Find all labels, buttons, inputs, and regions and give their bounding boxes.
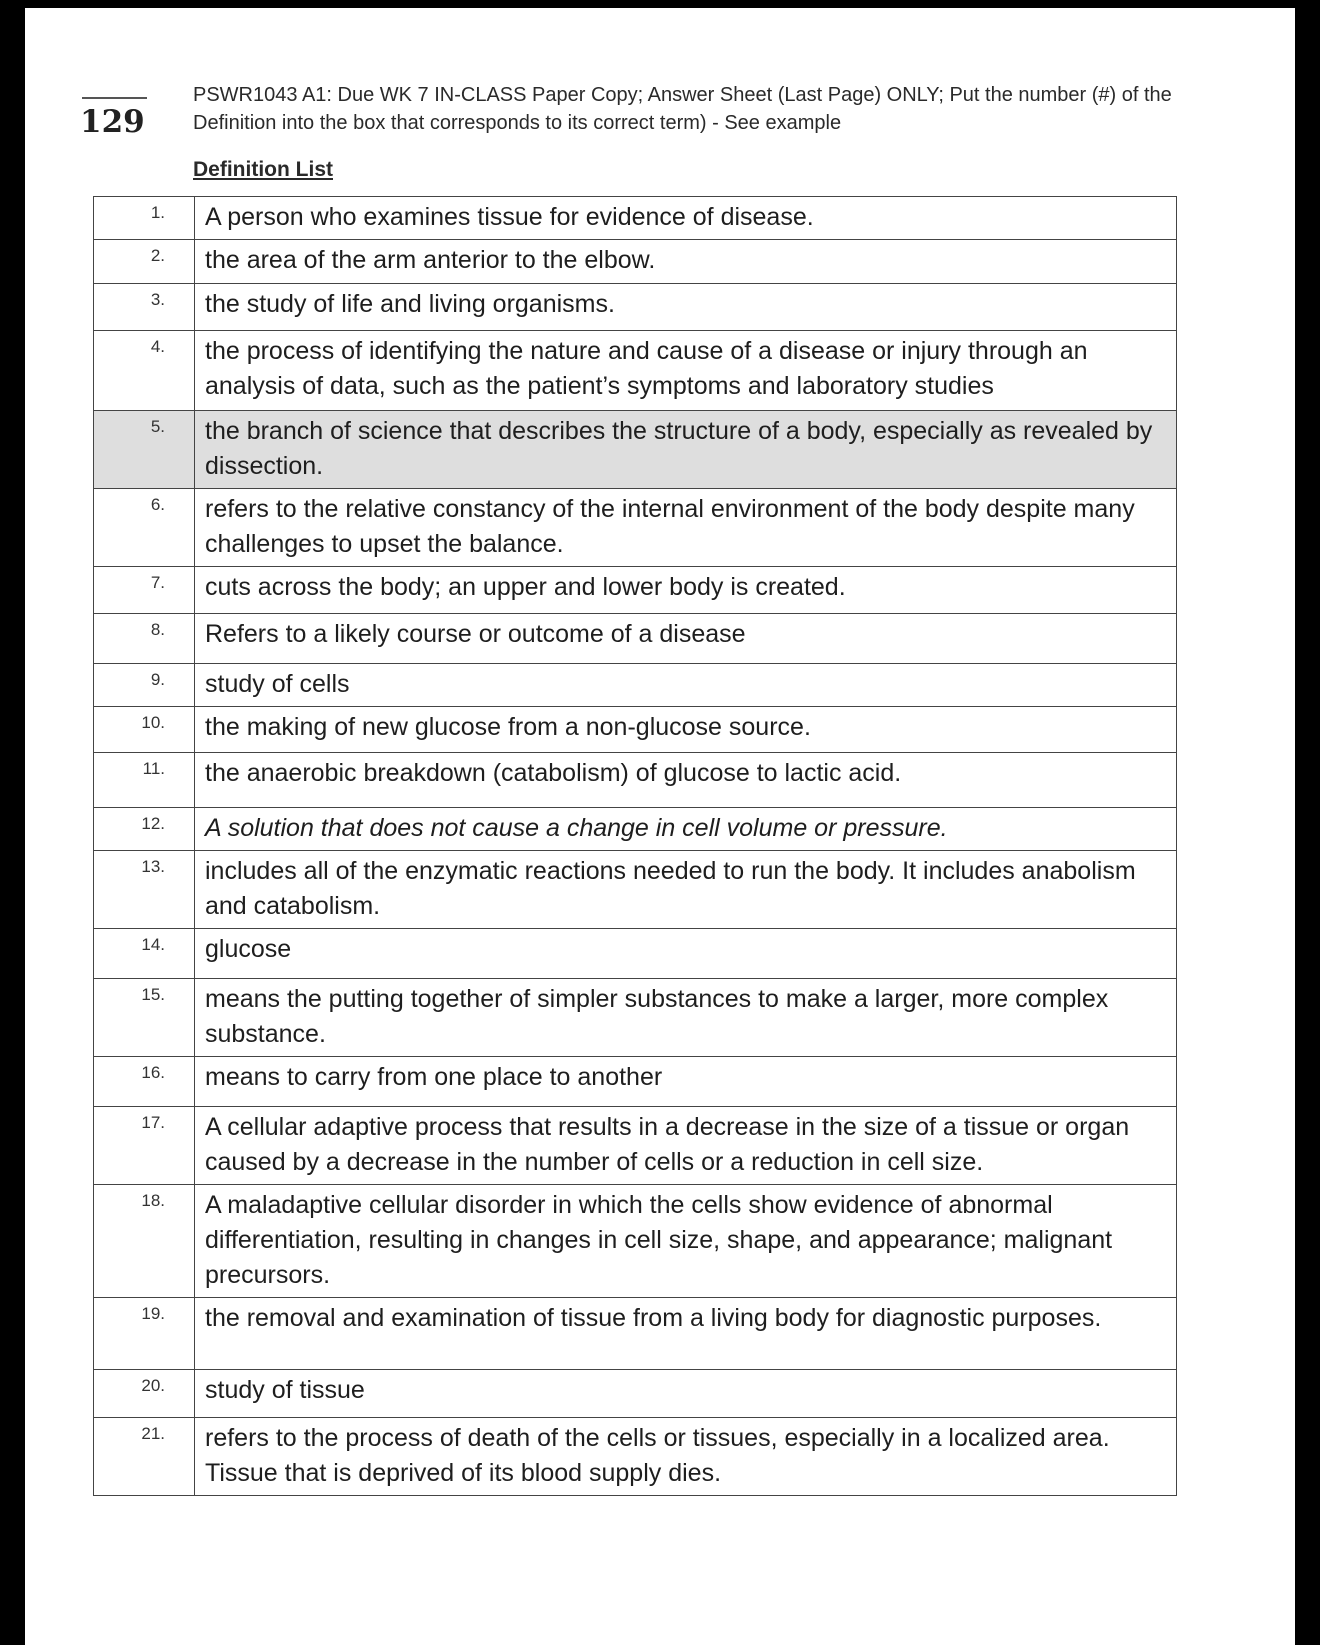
definition-text: A solution that does not cause a change in cell volume or pressure.	[195, 808, 1177, 851]
definition-text: the process of identifying the nature and cause of a disease or injury through an analysis of data, such as the patient’s symptoms and laboratory studies	[195, 331, 1177, 411]
table-row	[94, 979, 1177, 1057]
table-row	[94, 753, 1177, 808]
definition-number: 11.	[94, 753, 195, 808]
definition-text: the branch of science that describes the structure of a body, especially as revealed by dissection.	[195, 411, 1177, 489]
definition-number: 18.	[94, 1185, 195, 1298]
table-row	[94, 1057, 1177, 1107]
definition-text: the area of the arm anterior to the elbow.	[195, 240, 1177, 284]
definition-text: means to carry from one place to another	[195, 1057, 1177, 1107]
definition-table	[93, 196, 1177, 1496]
table-row	[94, 411, 1177, 489]
definition-number: 2.	[94, 240, 195, 284]
definition-number: 1.	[94, 197, 195, 240]
table-row	[94, 331, 1177, 411]
table-row	[94, 1185, 1177, 1298]
definition-text: cuts across the body; an upper and lower body is created.	[195, 567, 1177, 614]
definition-number: 6.	[94, 489, 195, 567]
table-row	[94, 614, 1177, 664]
definition-number: 14.	[94, 929, 195, 979]
definition-text: A maladaptive cellular disorder in which the cells show evidence of abnormal differentiation, resulting in changes in cell size, shape, and appearance; malignant precursors.	[195, 1185, 1177, 1298]
page-number-rule	[82, 97, 147, 99]
definition-text: includes all of the enzymatic reactions needed to run the body. It includes anabolism and catabolism.	[195, 851, 1177, 929]
definition-text: the removal and examination of tissue from a living body for diagnostic purposes.	[195, 1298, 1177, 1370]
definition-text: study of tissue	[195, 1370, 1177, 1418]
definition-number: 5.	[94, 411, 195, 489]
definition-text: A cellular adaptive process that results in a decrease in the size of a tissue or organ caused by a decrease in the number of cells or a reduction in cell size.	[195, 1107, 1177, 1185]
definition-text: Refers to a likely course or outcome of a disease	[195, 614, 1177, 664]
definition-text: glucose	[195, 929, 1177, 979]
table-row	[94, 1418, 1177, 1496]
definition-number: 17.	[94, 1107, 195, 1185]
definition-text: refers to the relative constancy of the internal environment of the body despite many challenges to upset the balance.	[195, 489, 1177, 567]
page-number: 129	[80, 104, 145, 140]
definition-number: 21.	[94, 1418, 195, 1496]
definition-number: 20.	[94, 1370, 195, 1418]
table-row	[94, 664, 1177, 707]
definition-number: 8.	[94, 614, 195, 664]
definition-number: 3.	[94, 284, 195, 331]
definition-text: refers to the process of death of the cells or tissues, especially in a localized area. Tissue that is deprived of its blood supply dies.	[195, 1418, 1177, 1496]
definition-number: 12.	[94, 808, 195, 851]
section-title: Definition List	[193, 158, 333, 181]
assignment-instructions: PSWR1043 A1: Due WK 7 IN-CLASS Paper Copy; Answer Sheet (Last Page) ONLY; Put the number (#) of the Definition into the box that corresponds to its correct term) - See example	[193, 84, 1172, 134]
definition-number: 16.	[94, 1057, 195, 1107]
definition-number: 4.	[94, 331, 195, 411]
definition-number: 7.	[94, 567, 195, 614]
table-row	[94, 929, 1177, 979]
definition-number: 13.	[94, 851, 195, 929]
table-row	[94, 284, 1177, 331]
table-row	[94, 197, 1177, 240]
table-row	[94, 808, 1177, 851]
definition-number: 9.	[94, 664, 195, 707]
definition-text: the making of new glucose from a non-glucose source.	[195, 707, 1177, 753]
definition-text: A person who examines tissue for evidence of disease.	[195, 197, 1177, 240]
definition-number: 19.	[94, 1298, 195, 1370]
table-row	[94, 1370, 1177, 1418]
table-row	[94, 1298, 1177, 1370]
definition-text: the anaerobic breakdown (catabolism) of glucose to lactic acid.	[195, 753, 1177, 808]
table-row	[94, 707, 1177, 753]
table-row	[94, 240, 1177, 284]
definition-text: the study of life and living organisms.	[195, 284, 1177, 331]
table-row	[94, 489, 1177, 567]
definition-text: means the putting together of simpler substances to make a larger, more complex substance.	[195, 979, 1177, 1057]
definition-number: 10.	[94, 707, 195, 753]
definition-text: study of cells	[195, 664, 1177, 707]
table-row	[94, 851, 1177, 929]
definition-number: 15.	[94, 979, 195, 1057]
table-row	[94, 1107, 1177, 1185]
table-row	[94, 567, 1177, 614]
